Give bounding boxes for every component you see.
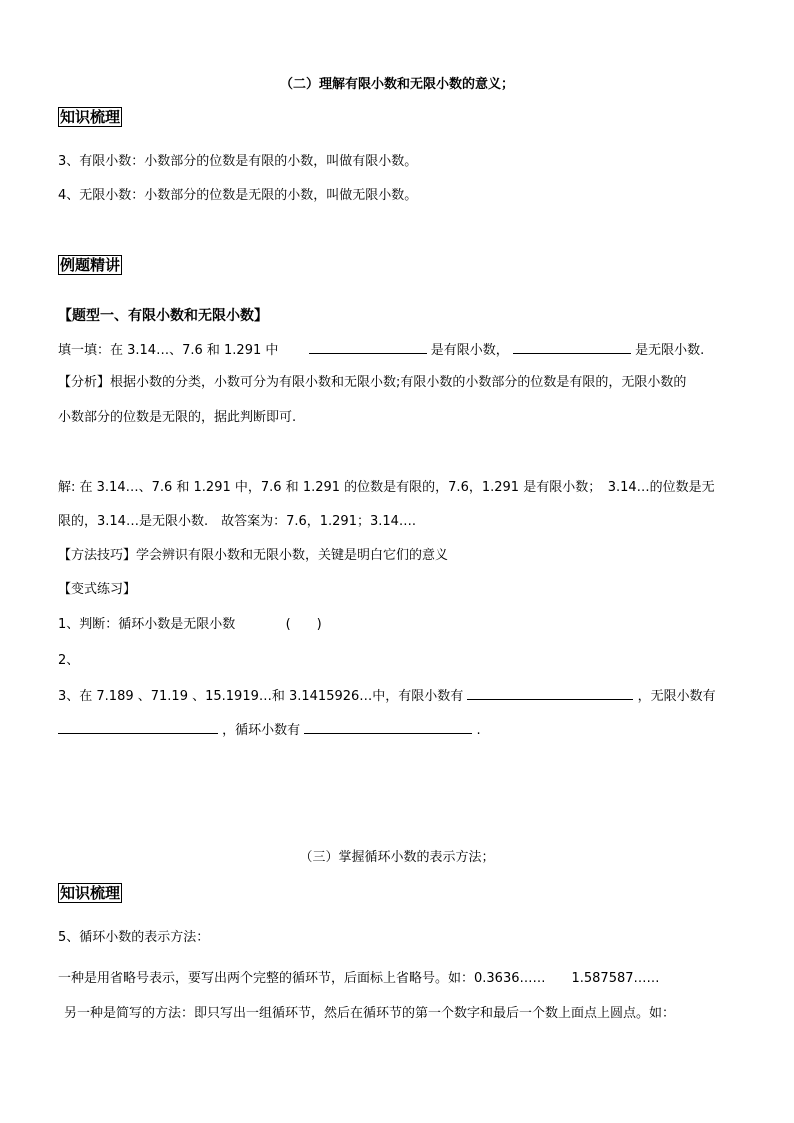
example-header [58,256,122,277]
knowledge-header-2 [58,884,122,905]
answer-blank-infinite[interactable] [513,339,631,354]
fill-in-question [58,339,704,361]
practice-3-mid: ，无限小数有 [637,689,716,704]
practice-item-3-line-1 [58,685,716,707]
solution-line-2: 限的，3.14…是无限小数. 故答案为：7.6，1.291；3.14…. [58,514,417,529]
judgement-paren[interactable]: ( ) [285,617,322,632]
knowledge-header-2-label: 知识梳理 [60,884,121,902]
practice-3-end: . [476,723,481,738]
answer-blank-finite[interactable] [309,339,427,354]
practice-3-line2-mid: ，循环小数有 [222,723,301,738]
practice-item-1 [58,615,322,635]
answer-blank-finite-list[interactable] [467,685,633,700]
practice-1-text: 1、判断：循环小数是无限小数 [58,617,236,632]
analysis-line-2: 小数部分的位数是无限的，据此判断即可. [58,410,297,425]
answer-blank-infinite-list[interactable] [58,719,218,734]
question-mid: 是有限小数， [430,343,509,358]
knowledge-header [58,108,122,129]
question-type-heading: 【题型一、有限小数和无限小数】 [58,308,268,324]
question-prefix: 填一填：在 3.14…、7.6 和 1.291 中 [58,343,279,358]
definition-infinite: 4、无限小数：小数部分的位数是无限的小数，叫做无限小数。 [58,188,418,203]
knowledge-header-label: 知识梳理 [60,108,121,126]
item-5: 5、循环小数的表示方法： [58,930,210,945]
solution-line-1: 解: 在 3.14…、7.6 和 1.291 中，7.6 和 1.291 的位数是有限的，7.6，1.291 是有限小数； 3.14…的位数是无 [58,480,715,495]
definition-finite: 3、有限小数：小数部分的位数是有限的小数，叫做有限小数。 [58,154,418,169]
notation-method-1: 一种是用省略号表示，要写出两个完整的循环节，后面标上省略号。如：0.3636…… 1.587587…… [58,971,660,986]
section-3-title: （三）掌握循环小数的表示方法； [299,850,495,865]
example-header-label: 例题精讲 [60,256,121,274]
practice-header: 【变式练习】 [58,582,137,597]
method-tip: 【方法技巧】学会辨识有限小数和无限小数，关键是明白它们的意义 [58,548,449,563]
analysis-line-1: 【分析】根据小数的分类，小数可分为有限小数和无限小数;有限小数的小数部分的位数是有限的，无限小数的 [58,375,687,390]
section-title: （二）理解有限小数和无限小数的意义； [279,77,514,92]
question-end: 是无限小数. [635,343,705,358]
practice-item-2: 2、 [58,653,80,668]
practice-3-prefix: 3、在 7.189 、71.19 、15.1919…和 3.1415926…中，有限小数有 [58,689,464,704]
notation-method-2: 另一种是简写的方法：即只写出一组循环节，然后在循环节的第一个数字和最后一个数上面点上圆点。如： [64,1006,676,1021]
practice-item-3-line-2 [58,719,481,741]
answer-blank-recurring-list[interactable] [304,719,472,734]
